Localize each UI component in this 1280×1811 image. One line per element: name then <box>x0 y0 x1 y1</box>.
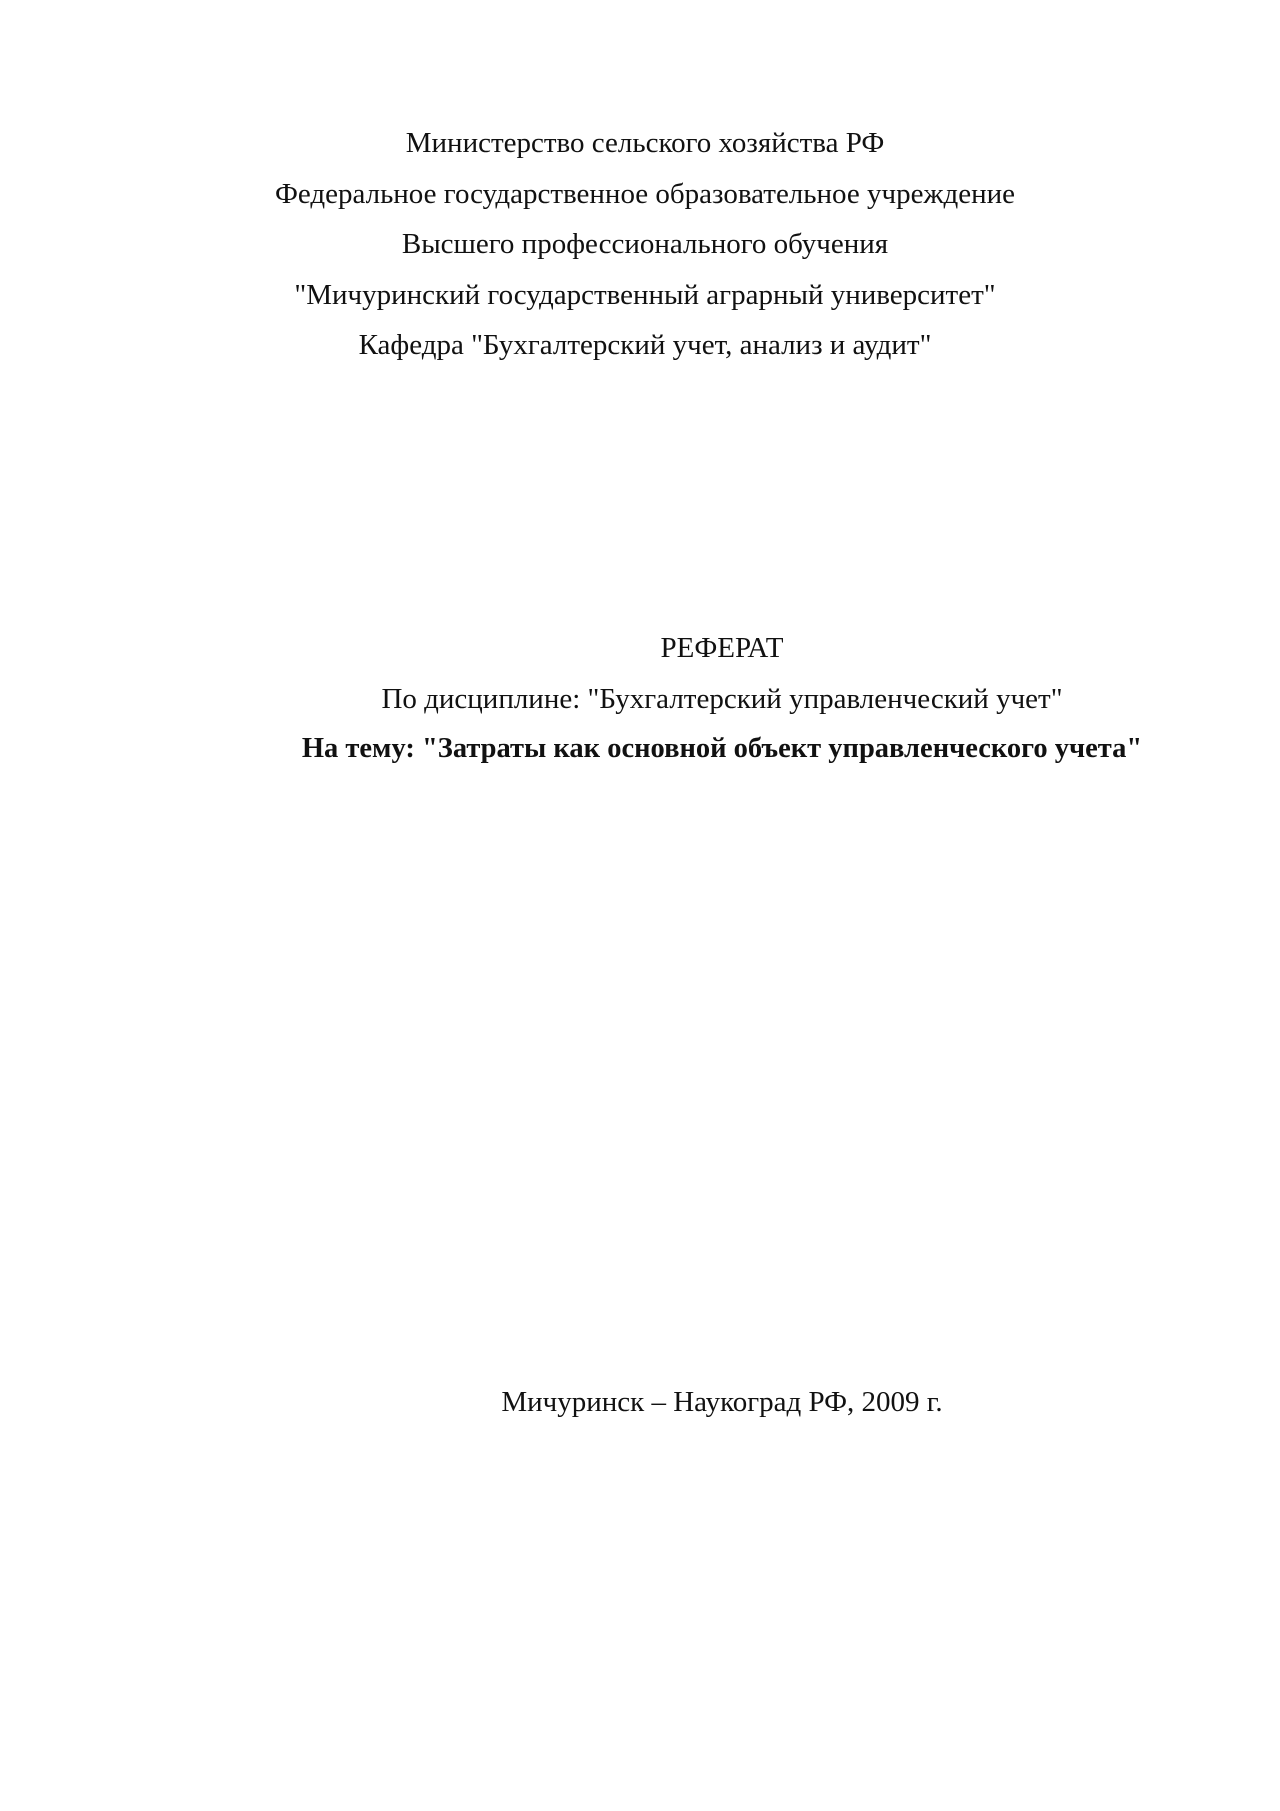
education-level-line: Высшего профессионального обучения <box>401 228 889 260</box>
institution-type-line: Федеральное государственное образовательное учреждение <box>274 177 1016 210</box>
title-page-footer <box>0 1377 1280 1427</box>
doc-type-heading: РЕФЕРАТ <box>660 632 784 664</box>
university-line: "Мичуринский государственный аграрный университет" <box>294 278 996 311</box>
discipline-line: По дисциплине: "Бухгалтерский управленческий учет" <box>381 682 1063 715</box>
place-date-line: Мичуринск – Наукоград РФ, 2009 г. <box>501 1386 943 1418</box>
ministry-line: Министерство сельского хозяйства РФ <box>405 127 885 159</box>
essay-title-block <box>0 623 1280 775</box>
topic-line: На тему: "Затраты как основной объект управленческого учета" <box>301 733 1143 764</box>
title-page-header <box>0 118 1280 371</box>
department-line: Кафедра "Бухгалтерский учет, анализ и аудит" <box>358 329 932 361</box>
